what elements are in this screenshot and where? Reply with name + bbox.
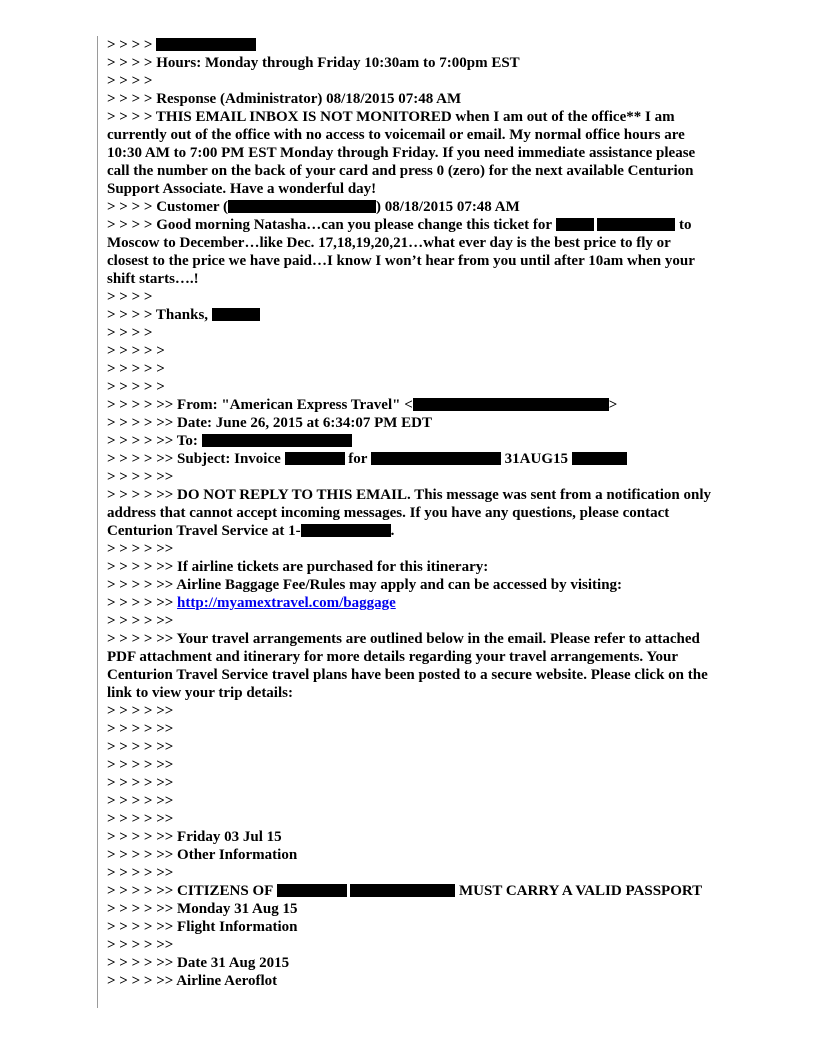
text-segment: > > > > >>: [107, 469, 174, 485]
text-segment: > > > > >> Airline Aeroflot: [107, 973, 278, 989]
redaction-bar: [277, 884, 347, 897]
thread-line: [107, 558, 711, 576]
thread-line: [107, 756, 711, 774]
text-segment: > > > > >> Your travel arrangements are outlined below in the email. Please refer to attached PDF attachment and itinerary for more details regarding your travel arrangements. Your Centurion Travel Service travel plans have been posted to a secure website. Please click on the link to view your trip details:: [107, 631, 712, 701]
thread-line: [107, 540, 711, 558]
thread-line: [107, 630, 711, 702]
thread-line: [107, 360, 711, 378]
text-segment: > > > > Response (Administrator) 08/18/2015 07:48 AM: [107, 91, 462, 107]
thread-line: [107, 972, 711, 990]
thread-line: [107, 36, 711, 54]
thread-line: [107, 54, 711, 72]
text-segment: > > > > >> Airline Baggage Fee/Rules may apply and can be accessed by visiting:: [107, 577, 623, 593]
text-segment: > > > >: [107, 73, 153, 89]
text-segment: MUST CARRY A VALID PASSPORT: [455, 883, 703, 899]
text-segment: .: [390, 523, 395, 539]
text-segment: > > > > >>: [107, 865, 174, 881]
thread-line: [107, 396, 711, 414]
text-segment: to Moscow to December…like Dec. 17,18,19,20,21…what ever day is the best price to fly or closest to the price we have paid…I know I won’t hear from you until after 10am when your shift starts….!: [107, 217, 699, 287]
text-segment: > > > > >> Subject: Invoice: [107, 451, 285, 467]
text-segment: > > > >: [107, 325, 153, 341]
text-segment: ) 08/18/2015 07:48 AM: [375, 199, 520, 215]
text-segment: > > > > >>: [107, 739, 174, 755]
redaction-bar: [202, 434, 352, 447]
thread-line: [107, 720, 711, 738]
text-segment: >: [608, 397, 618, 413]
text-segment: > > > > >>: [107, 793, 174, 809]
text-segment: > > > >: [107, 289, 153, 305]
thread-line: [107, 738, 711, 756]
text-segment: > > > > >>: [107, 811, 174, 827]
thread-line: [107, 72, 711, 90]
text-segment: 31AUG15: [500, 451, 572, 467]
thread-line: [107, 90, 711, 108]
thread-line: [107, 378, 711, 396]
text-segment: > > > > >> Monday 31 Aug 15: [107, 901, 298, 917]
text-segment: > > > > >>: [107, 541, 174, 557]
text-segment: > > > > >> Date: June 26, 2015 at 6:34:07 PM EDT: [107, 415, 433, 431]
text-segment: > > > > >> Date 31 Aug 2015: [107, 955, 290, 971]
thread-line: [107, 432, 711, 450]
redaction-bar: [371, 452, 501, 465]
redaction-bar: [212, 308, 260, 321]
thread-line: [107, 702, 711, 720]
text-segment: > > > > >> Friday 03 Jul 15: [107, 829, 282, 845]
thread-line: [107, 864, 711, 882]
text-segment: for: [344, 451, 371, 467]
text-segment: > > > > Thanks,: [107, 307, 212, 323]
thread-line: [107, 306, 711, 324]
redaction-bar: [572, 452, 627, 465]
redaction-bar: [597, 218, 675, 231]
text-segment: > > > > Hours: Monday through Friday 10:30am to 7:00pm EST: [107, 55, 520, 71]
text-segment: > > > > Customer (: [107, 199, 228, 215]
text-segment: > > > > Good morning Natasha…can you please change this ticket for: [107, 217, 556, 233]
thread-line: [107, 882, 711, 900]
thread-line: [107, 342, 711, 360]
thread-line: [107, 846, 711, 864]
thread-line: [107, 414, 711, 432]
thread-line: [107, 198, 711, 216]
text-segment: > > > > >>: [107, 595, 178, 611]
text-segment: > > > > >> Other Information: [107, 847, 298, 863]
thread-line: [107, 594, 711, 612]
thread-line: [107, 324, 711, 342]
redaction-bar: [350, 884, 455, 897]
thread-line: [107, 288, 711, 306]
text-segment: > > > > >>: [107, 703, 174, 719]
thread-line: [107, 936, 711, 954]
thread-line: [107, 450, 711, 468]
thread-line: [107, 108, 711, 198]
email-thread: [97, 36, 715, 1008]
thread-line: [107, 468, 711, 486]
thread-line: [107, 486, 715, 540]
thread-line: [107, 576, 711, 594]
text-segment: > > > > >: [107, 361, 165, 377]
redaction-bar: [301, 524, 391, 537]
text-segment: > > > > >> CITIZENS OF: [107, 883, 277, 899]
redaction-bar: [413, 398, 609, 411]
text-segment: > > > > >> From: "American Express Travel" <: [107, 397, 413, 413]
thread-line: [107, 828, 711, 846]
thread-line: [107, 612, 711, 630]
text-segment: > > > > >> If airline tickets are purchased for this itinerary:: [107, 559, 489, 575]
redaction-bar: [285, 452, 345, 465]
thread-line: [107, 774, 711, 792]
thread-line: [107, 918, 711, 936]
text-segment: > > > > >>: [107, 613, 174, 629]
text-segment: > > > > THIS EMAIL INBOX IS NOT MONITORED when I am out of the office** I am currently out of the office with no access to voicemail or email. My normal office hours are 10:30 AM to 7:00 PM EST Monday through Friday. If you need immediate assistance please call the number on the back of your card and press 0 (zero) for the next available Centurion Support Associate. Have a wonderful day!: [107, 109, 699, 197]
thread-line: [107, 900, 711, 918]
text-segment: > > > > >: [107, 379, 165, 395]
redaction-bar: [156, 38, 256, 51]
redaction-bar: [228, 200, 376, 213]
baggage-link[interactable]: http://myamextravel.com/baggage: [177, 595, 396, 611]
thread-line: [107, 954, 711, 972]
text-segment: > > > > >>: [107, 937, 174, 953]
text-segment: > > > > >>: [107, 775, 174, 791]
text-segment: > > > > >> Flight Information: [107, 919, 298, 935]
thread-line: [107, 792, 711, 810]
text-segment: > > > > >>: [107, 757, 174, 773]
thread-line: [107, 810, 711, 828]
text-segment: > > > > >: [107, 343, 165, 359]
text-segment: > > > > >> To:: [107, 433, 202, 449]
text-segment: > > > > >> DO NOT REPLY TO THIS EMAIL. This message was sent from a notification only address that cannot accept incoming messages. If you have any questions, please contact Centurion Travel Service at 1-: [107, 487, 715, 539]
text-segment: > > > > >>: [107, 721, 174, 737]
redaction-bar: [556, 218, 594, 231]
thread-line: [107, 216, 711, 288]
text-segment: > > > >: [107, 37, 157, 53]
